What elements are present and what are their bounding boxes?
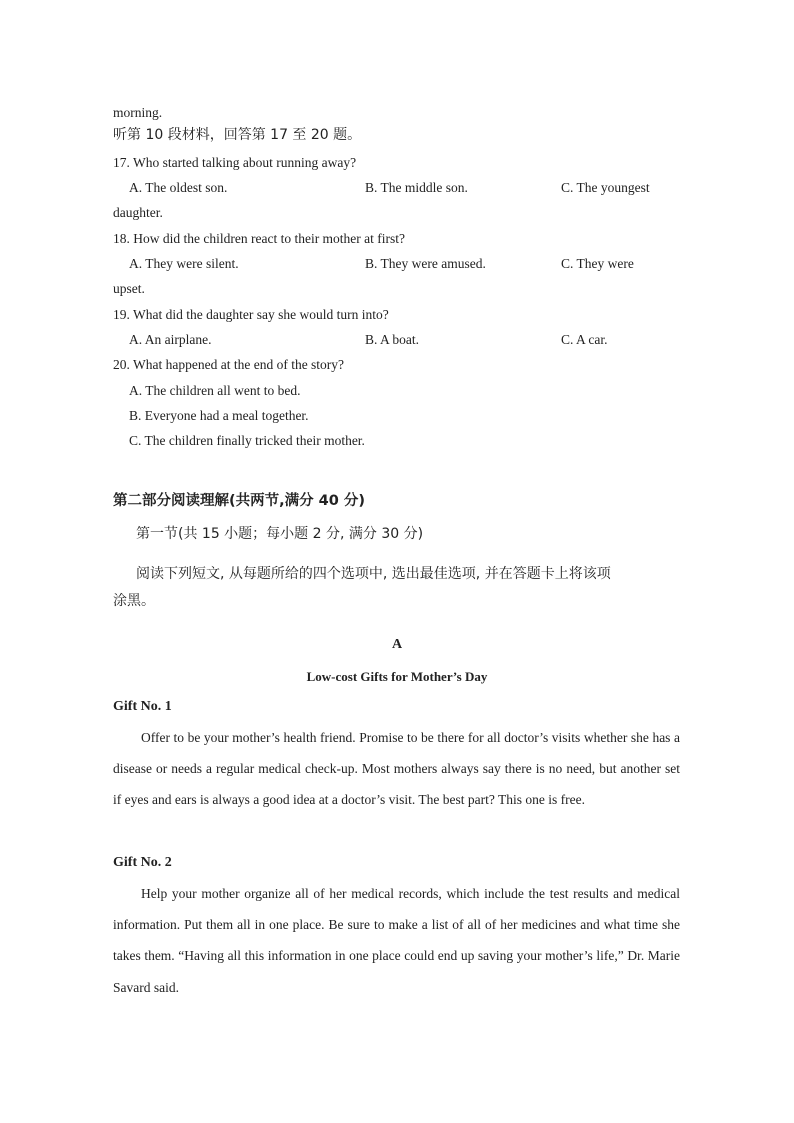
question-18-option-c: C. They were [561, 256, 634, 271]
question-17-option-c: C. The youngest [561, 180, 650, 195]
directions-line-2: 涂黑。 [113, 593, 155, 609]
question-19-stem: 19. What did the daughter say she would turn into? [113, 307, 389, 322]
gift-2-text: Help your mother organize all of her medical records, which include the test results and medical information. Put them all in one place. Be sure to make a list of all of her medicines and what time she takes them. “Having all this information in one place could end up saving your mother’s life,” Dr. Marie Savard said. [113, 886, 680, 995]
question-18-option-c-wrap: upset. [113, 281, 145, 296]
question-17-option-b: B. The middle son. [365, 180, 468, 195]
gift-1-text: Offer to be your mother’s health friend. Promise to be there for all doctor’s visits whether she has a disease or needs a regular medical check-up. Most mothers always say there is no need, but another set if eyes and ears is always a good idea at a doctor’s visit. The best part? This one is free. [113, 730, 680, 808]
question-19-option-c: C. A car. [561, 332, 608, 347]
gift-1-paragraph [113, 722, 680, 816]
part-two-title: 第二部分阅读理解(共两节,满分 40 分) [113, 493, 366, 509]
passage-title: Low-cost Gifts for Mother’s Day [306, 669, 488, 684]
question-18-option-b: B. They were amused. [365, 256, 486, 271]
question-19-option-a: A. An airplane. [129, 332, 212, 347]
question-17-stem: 17. Who started talking about running away? [113, 155, 357, 170]
gift-2-paragraph [113, 878, 680, 1003]
carry-over-text: morning. [113, 105, 163, 120]
question-17-option-c-wrap: daughter. [113, 205, 163, 220]
question-20-option-c: C. The children finally tricked their mother. [129, 433, 365, 448]
question-18-option-a: A. They were silent. [129, 256, 239, 271]
question-17-option-a: A. The oldest son. [129, 180, 228, 195]
question-19-option-b: B. A boat. [365, 332, 420, 347]
question-20-option-a: A. The children all went to bed. [129, 383, 301, 398]
gift-1-heading: Gift No. 1 [113, 699, 172, 714]
question-18-stem: 18. How did the children react to their mother at first? [113, 231, 406, 246]
listening-instruction: 听第 10 段材料，回答第 17 至 20 题。 [113, 127, 362, 143]
gift-2-heading: Gift No. 2 [113, 855, 172, 870]
section-one-title: 第一节(共 15 小题；每小题 2 分, 满分 30 分) [136, 526, 424, 542]
question-20-option-b: B. Everyone had a meal together. [129, 408, 309, 423]
directions-line-1: 阅读下列短文, 从每题所给的四个选项中, 选出最佳选项, 并在答题卡上将该项 [136, 566, 611, 582]
passage-letter: A [391, 637, 403, 652]
question-20-stem: 20. What happened at the end of the story? [113, 357, 345, 372]
